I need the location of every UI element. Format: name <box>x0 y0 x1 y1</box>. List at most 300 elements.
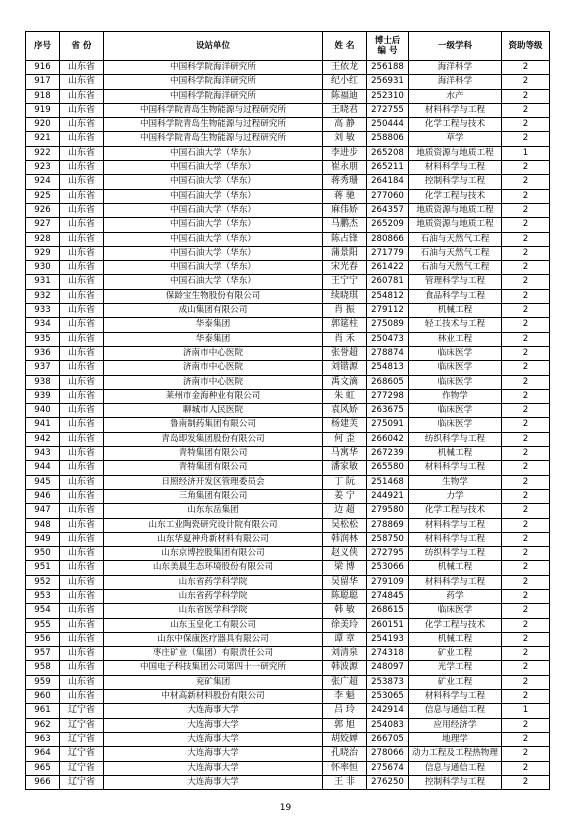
province-cell: 山东省 <box>60 404 104 418</box>
institution-cell: 青特集团有限公司 <box>104 461 323 475</box>
institution-cell: 济南市中心医院 <box>104 346 323 360</box>
discipline-cell: 动力工程及工程热物理 <box>409 747 502 761</box>
index-cell: 954 <box>26 604 60 618</box>
institution-cell: 聊城市人民医院 <box>104 404 323 418</box>
discipline-cell: 石油与天然气工程 <box>409 232 502 246</box>
discipline-cell: 材料科学与工程 <box>409 461 502 475</box>
discipline-cell: 地质资源与地质工程 <box>409 146 502 160</box>
index-cell: 957 <box>26 647 60 661</box>
funding-level-cell: 2 <box>502 61 550 75</box>
postdoc-id-cell: 265209 <box>367 218 409 232</box>
discipline-cell: 临床医学 <box>409 346 502 360</box>
header-postdoc-id: 博士后编 号 <box>367 32 409 61</box>
postdoc-funding-table <box>25 31 550 790</box>
table-row <box>26 404 550 418</box>
table-row <box>26 261 550 275</box>
institution-cell: 枣庄矿业（集团）有限责任公司 <box>104 647 323 661</box>
name-cell: 朱 虹 <box>323 389 367 403</box>
table-row <box>26 618 550 632</box>
province-cell: 山东省 <box>60 332 104 346</box>
index-cell: 932 <box>26 289 60 303</box>
table-row <box>26 318 550 332</box>
index-cell: 931 <box>26 275 60 289</box>
province-cell: 山东省 <box>60 89 104 103</box>
province-cell: 山东省 <box>60 647 104 661</box>
table-row <box>26 461 550 475</box>
discipline-cell: 生物学 <box>409 475 502 489</box>
discipline-cell: 材料科学与工程 <box>409 103 502 117</box>
institution-cell: 大连海事大学 <box>104 732 323 746</box>
province-cell: 山东省 <box>60 61 104 75</box>
postdoc-id-cell: 268605 <box>367 375 409 389</box>
discipline-cell: 机械工程 <box>409 447 502 461</box>
table-row <box>26 718 550 732</box>
postdoc-id-cell: 277060 <box>367 189 409 203</box>
name-cell: 吴留华 <box>323 575 367 589</box>
table-row <box>26 118 550 132</box>
postdoc-id-cell: 260151 <box>367 618 409 632</box>
funding-level-cell: 1 <box>502 146 550 160</box>
name-cell: 张广超 <box>323 675 367 689</box>
funding-level-cell: 2 <box>502 261 550 275</box>
name-cell: 怀率恒 <box>323 761 367 775</box>
name-cell: 王 非 <box>323 775 367 789</box>
discipline-cell: 材料科学与工程 <box>409 690 502 704</box>
discipline-cell: 材料科学与工程 <box>409 575 502 589</box>
funding-level-cell: 2 <box>502 718 550 732</box>
province-cell: 辽宁省 <box>60 761 104 775</box>
funding-level-cell: 2 <box>502 332 550 346</box>
institution-cell: 山东省药学科学院 <box>104 589 323 603</box>
table-row <box>26 175 550 189</box>
province-cell: 山东省 <box>60 447 104 461</box>
index-cell: 965 <box>26 761 60 775</box>
postdoc-id-cell: 274845 <box>367 589 409 603</box>
province-cell: 山东省 <box>60 161 104 175</box>
funding-level-cell: 2 <box>502 246 550 260</box>
discipline-cell: 矿业工程 <box>409 647 502 661</box>
postdoc-id-cell: 253873 <box>367 675 409 689</box>
discipline-cell: 林业工程 <box>409 332 502 346</box>
postdoc-id-cell: 279112 <box>367 304 409 318</box>
province-cell: 山东省 <box>60 275 104 289</box>
index-cell: 961 <box>26 704 60 718</box>
province-cell: 辽宁省 <box>60 747 104 761</box>
table-row <box>26 232 550 246</box>
funding-level-cell: 2 <box>502 561 550 575</box>
institution-cell: 保龄宝生物股份有限公司 <box>104 289 323 303</box>
province-cell: 辽宁省 <box>60 704 104 718</box>
discipline-cell: 化学工程与技术 <box>409 118 502 132</box>
discipline-cell: 光学工程 <box>409 661 502 675</box>
province-cell: 山东省 <box>60 475 104 489</box>
table-row <box>26 246 550 260</box>
discipline-cell: 临床医学 <box>409 375 502 389</box>
header-funding-level: 资助等级 <box>502 32 550 61</box>
institution-cell: 济南市中心医院 <box>104 361 323 375</box>
index-cell: 964 <box>26 747 60 761</box>
institution-cell: 中国石油大学（华东） <box>104 218 323 232</box>
funding-level-cell: 2 <box>502 318 550 332</box>
institution-cell: 青特集团有限公司 <box>104 447 323 461</box>
institution-cell: 中国科学院青岛生物能源与过程研究所 <box>104 132 323 146</box>
table-row <box>26 103 550 117</box>
name-cell: 王宁宁 <box>323 275 367 289</box>
postdoc-id-cell: 264184 <box>367 175 409 189</box>
discipline-cell: 控制科学与工程 <box>409 175 502 189</box>
province-cell: 山东省 <box>60 246 104 260</box>
table-row <box>26 61 550 75</box>
table-row <box>26 589 550 603</box>
institution-cell: 中国科学院青岛生物能源与过程研究所 <box>104 118 323 132</box>
index-cell: 956 <box>26 632 60 646</box>
table-row <box>26 203 550 217</box>
funding-level-cell: 2 <box>502 518 550 532</box>
index-cell: 926 <box>26 203 60 217</box>
province-cell: 山东省 <box>60 461 104 475</box>
postdoc-id-cell: 268615 <box>367 604 409 618</box>
funding-level-cell: 2 <box>502 732 550 746</box>
institution-cell: 中国石油大学（华东） <box>104 232 323 246</box>
discipline-cell: 控制科学与工程 <box>409 775 502 789</box>
province-cell: 山东省 <box>60 632 104 646</box>
index-cell: 966 <box>26 775 60 789</box>
funding-level-cell: 2 <box>502 447 550 461</box>
funding-level-cell: 1 <box>502 704 550 718</box>
province-cell: 山东省 <box>60 289 104 303</box>
postdoc-id-cell: 274318 <box>367 647 409 661</box>
funding-level-cell: 2 <box>502 747 550 761</box>
province-cell: 山东省 <box>60 189 104 203</box>
province-cell: 山东省 <box>60 547 104 561</box>
province-cell: 山东省 <box>60 146 104 160</box>
discipline-cell: 临床医学 <box>409 418 502 432</box>
table-row <box>26 561 550 575</box>
index-cell: 919 <box>26 103 60 117</box>
province-cell: 山东省 <box>60 203 104 217</box>
funding-level-cell: 2 <box>502 404 550 418</box>
postdoc-id-cell: 254813 <box>367 361 409 375</box>
discipline-cell: 机械工程 <box>409 304 502 318</box>
institution-cell: 成山集团有限公司 <box>104 304 323 318</box>
postdoc-id-cell: 258806 <box>367 132 409 146</box>
index-cell: 924 <box>26 175 60 189</box>
province-cell: 山东省 <box>60 432 104 446</box>
discipline-cell: 化学工程与技术 <box>409 504 502 518</box>
province-cell: 山东省 <box>60 518 104 532</box>
discipline-cell: 管理科学与工程 <box>409 275 502 289</box>
institution-cell: 中国石油大学（华东） <box>104 161 323 175</box>
institution-cell: 中材高新材料股份有限公司 <box>104 690 323 704</box>
postdoc-id-cell: 254193 <box>367 632 409 646</box>
discipline-cell: 水产 <box>409 89 502 103</box>
table-row <box>26 189 550 203</box>
name-cell: 纪小红 <box>323 75 367 89</box>
index-cell: 951 <box>26 561 60 575</box>
index-cell: 960 <box>26 690 60 704</box>
institution-cell: 大连海事大学 <box>104 704 323 718</box>
postdoc-id-cell: 275674 <box>367 761 409 775</box>
index-cell: 937 <box>26 361 60 375</box>
province-cell: 山东省 <box>60 361 104 375</box>
funding-level-cell: 2 <box>502 375 550 389</box>
index-cell: 925 <box>26 189 60 203</box>
postdoc-id-cell: 266705 <box>367 732 409 746</box>
postdoc-id-cell: 280866 <box>367 232 409 246</box>
funding-level-cell: 2 <box>502 161 550 175</box>
postdoc-id-cell: 265208 <box>367 146 409 160</box>
funding-level-cell: 2 <box>502 346 550 360</box>
province-cell: 山东省 <box>60 561 104 575</box>
institution-cell: 中国石油大学（华东） <box>104 261 323 275</box>
funding-level-cell: 2 <box>502 132 550 146</box>
name-cell: 袁风娇 <box>323 404 367 418</box>
index-cell: 936 <box>26 346 60 360</box>
postdoc-id-cell: 261422 <box>367 261 409 275</box>
institution-cell: 莱州市金海种业有限公司 <box>104 389 323 403</box>
institution-cell: 中国科学院青岛生物能源与过程研究所 <box>104 103 323 117</box>
name-cell: 禹文滴 <box>323 375 367 389</box>
institution-cell: 鲁南制药集团有限公司 <box>104 418 323 432</box>
index-cell: 959 <box>26 675 60 689</box>
name-cell: 宋光春 <box>323 261 367 275</box>
name-cell: 何 歪 <box>323 432 367 446</box>
institution-cell: 山东省医学科学院 <box>104 604 323 618</box>
name-cell: 李进步 <box>323 146 367 160</box>
province-cell: 山东省 <box>60 504 104 518</box>
province-cell: 山东省 <box>60 218 104 232</box>
discipline-cell: 临床医学 <box>409 404 502 418</box>
postdoc-id-cell: 278869 <box>367 518 409 532</box>
discipline-cell: 信息与通信工程 <box>409 761 502 775</box>
discipline-cell: 地质资源与地质工程 <box>409 218 502 232</box>
discipline-cell: 矿业工程 <box>409 675 502 689</box>
postdoc-id-cell: 250473 <box>367 332 409 346</box>
table-row <box>26 604 550 618</box>
institution-cell: 济南市中心医院 <box>104 375 323 389</box>
name-cell: 李 魁 <box>323 690 367 704</box>
table-row <box>26 475 550 489</box>
name-cell: 潘家敏 <box>323 461 367 475</box>
table-row <box>26 132 550 146</box>
index-cell: 963 <box>26 732 60 746</box>
name-cell: 蒋 驰 <box>323 189 367 203</box>
discipline-cell: 临床医学 <box>409 361 502 375</box>
index-cell: 930 <box>26 261 60 275</box>
index-cell: 940 <box>26 404 60 418</box>
name-cell: 韩 敏 <box>323 604 367 618</box>
postdoc-id-cell: 277298 <box>367 389 409 403</box>
funding-level-cell: 2 <box>502 389 550 403</box>
header-index: 序号 <box>26 32 60 61</box>
discipline-cell: 纺织科学与工程 <box>409 547 502 561</box>
table-row <box>26 547 550 561</box>
institution-cell: 山东中保康医疗器具有限公司 <box>104 632 323 646</box>
postdoc-id-cell: 272755 <box>367 103 409 117</box>
index-cell: 955 <box>26 618 60 632</box>
name-cell: 蒋秀珊 <box>323 175 367 189</box>
table-row <box>26 432 550 446</box>
name-cell: 肖 禾 <box>323 332 367 346</box>
name-cell: 麻伟娇 <box>323 203 367 217</box>
name-cell: 边 超 <box>323 504 367 518</box>
table-row <box>26 304 550 318</box>
index-cell: 944 <box>26 461 60 475</box>
province-cell: 山东省 <box>60 103 104 117</box>
name-cell: 姜 宁 <box>323 489 367 503</box>
institution-cell: 三角集团有限公司 <box>104 489 323 503</box>
postdoc-id-cell: 263675 <box>367 404 409 418</box>
index-cell: 947 <box>26 504 60 518</box>
index-cell: 942 <box>26 432 60 446</box>
name-cell: 高 静 <box>323 118 367 132</box>
name-cell: 韩润林 <box>323 532 367 546</box>
postdoc-id-cell: 252310 <box>367 89 409 103</box>
index-cell: 918 <box>26 89 60 103</box>
funding-level-cell: 2 <box>502 618 550 632</box>
institution-cell: 中国石油大学（华东） <box>104 175 323 189</box>
funding-level-cell: 2 <box>502 690 550 704</box>
index-cell: 941 <box>26 418 60 432</box>
discipline-cell: 地质资源与地质工程 <box>409 203 502 217</box>
funding-level-cell: 2 <box>502 504 550 518</box>
discipline-cell: 石油与天然气工程 <box>409 261 502 275</box>
table-row <box>26 518 550 532</box>
name-cell: 吕 玲 <box>323 704 367 718</box>
name-cell: 陈福迪 <box>323 89 367 103</box>
table-row <box>26 375 550 389</box>
name-cell: 续晓琪 <box>323 289 367 303</box>
postdoc-id-cell: 250444 <box>367 118 409 132</box>
postdoc-id-cell: 267239 <box>367 447 409 461</box>
funding-level-cell: 2 <box>502 118 550 132</box>
discipline-cell: 海洋科学 <box>409 75 502 89</box>
index-cell: 953 <box>26 589 60 603</box>
header-discipline: 一级学科 <box>409 32 502 61</box>
institution-cell: 兖矿集团 <box>104 675 323 689</box>
funding-level-cell: 2 <box>502 547 550 561</box>
province-cell: 山东省 <box>60 304 104 318</box>
index-cell: 934 <box>26 318 60 332</box>
institution-cell: 华泰集团 <box>104 332 323 346</box>
postdoc-id-cell: 256188 <box>367 61 409 75</box>
table-row <box>26 532 550 546</box>
name-cell: 孔晓治 <box>323 747 367 761</box>
name-cell: 徐美玲 <box>323 618 367 632</box>
discipline-cell: 化学工程与技术 <box>409 189 502 203</box>
funding-level-cell: 2 <box>502 589 550 603</box>
institution-cell: 山东美晨生态环境股份有限公司 <box>104 561 323 575</box>
institution-cell: 大连海事大学 <box>104 747 323 761</box>
postdoc-id-cell: 271779 <box>367 246 409 260</box>
institution-cell: 中国石油大学（华东） <box>104 189 323 203</box>
funding-level-cell: 2 <box>502 647 550 661</box>
discipline-cell: 机械工程 <box>409 632 502 646</box>
funding-level-cell: 2 <box>502 218 550 232</box>
funding-level-cell: 2 <box>502 432 550 446</box>
index-cell: 950 <box>26 547 60 561</box>
institution-cell: 中国石油大学（华东） <box>104 203 323 217</box>
index-cell: 938 <box>26 375 60 389</box>
postdoc-id-cell: 260781 <box>367 275 409 289</box>
postdoc-id-cell: 253065 <box>367 690 409 704</box>
index-cell: 920 <box>26 118 60 132</box>
name-cell: 肖 振 <box>323 304 367 318</box>
discipline-cell: 药学 <box>409 589 502 603</box>
postdoc-id-cell: 244921 <box>367 489 409 503</box>
postdoc-id-cell: 251468 <box>367 475 409 489</box>
table-row <box>26 146 550 160</box>
postdoc-id-cell: 265580 <box>367 461 409 475</box>
institution-cell: 中国科学院海洋研究所 <box>104 75 323 89</box>
province-cell: 辽宁省 <box>60 718 104 732</box>
funding-level-cell: 2 <box>502 761 550 775</box>
header-province: 省 份 <box>60 32 104 61</box>
name-cell: 谭 章 <box>323 632 367 646</box>
funding-level-cell: 2 <box>502 89 550 103</box>
name-cell: 杨建芙 <box>323 418 367 432</box>
institution-cell: 华泰集团 <box>104 318 323 332</box>
name-cell: 韩波源 <box>323 661 367 675</box>
index-cell: 922 <box>26 146 60 160</box>
institution-cell: 中国石油大学（华东） <box>104 275 323 289</box>
name-cell: 张誉超 <box>323 346 367 360</box>
name-cell: 马寓华 <box>323 447 367 461</box>
name-cell: 刘 敏 <box>323 132 367 146</box>
name-cell: 胡姣婵 <box>323 732 367 746</box>
funding-level-cell: 2 <box>502 775 550 789</box>
discipline-cell: 临床医学 <box>409 604 502 618</box>
institution-cell: 中国石油大学（华东） <box>104 246 323 260</box>
table-row <box>26 275 550 289</box>
index-cell: 962 <box>26 718 60 732</box>
name-cell: 刘锴源 <box>323 361 367 375</box>
postdoc-id-cell: 276250 <box>367 775 409 789</box>
institution-cell: 山东省药学科学院 <box>104 575 323 589</box>
index-cell: 917 <box>26 75 60 89</box>
index-cell: 923 <box>26 161 60 175</box>
table-row <box>26 704 550 718</box>
table-row <box>26 775 550 789</box>
table-row <box>26 89 550 103</box>
index-cell: 952 <box>26 575 60 589</box>
funding-level-cell: 2 <box>502 675 550 689</box>
province-cell: 山东省 <box>60 661 104 675</box>
discipline-cell: 材料科学与工程 <box>409 518 502 532</box>
institution-cell: 日照经济开发区管理委员会 <box>104 475 323 489</box>
province-cell: 山东省 <box>60 604 104 618</box>
name-cell: 郭筵柱 <box>323 318 367 332</box>
discipline-cell: 草学 <box>409 132 502 146</box>
province-cell: 山东省 <box>60 375 104 389</box>
postdoc-id-cell: 266042 <box>367 432 409 446</box>
funding-level-cell: 2 <box>502 275 550 289</box>
institution-cell: 中国科学院海洋研究所 <box>104 89 323 103</box>
table-row <box>26 504 550 518</box>
index-cell: 928 <box>26 232 60 246</box>
discipline-cell: 信息与通信工程 <box>409 704 502 718</box>
province-cell: 山东省 <box>60 132 104 146</box>
table-row <box>26 389 550 403</box>
funding-level-cell: 2 <box>502 189 550 203</box>
discipline-cell: 材料科学与工程 <box>409 532 502 546</box>
institution-cell: 山东东岳集团 <box>104 504 323 518</box>
province-cell: 山东省 <box>60 318 104 332</box>
funding-level-cell: 2 <box>502 632 550 646</box>
name-cell: 陈聪聪 <box>323 589 367 603</box>
postdoc-id-cell: 265211 <box>367 161 409 175</box>
table-row <box>26 75 550 89</box>
